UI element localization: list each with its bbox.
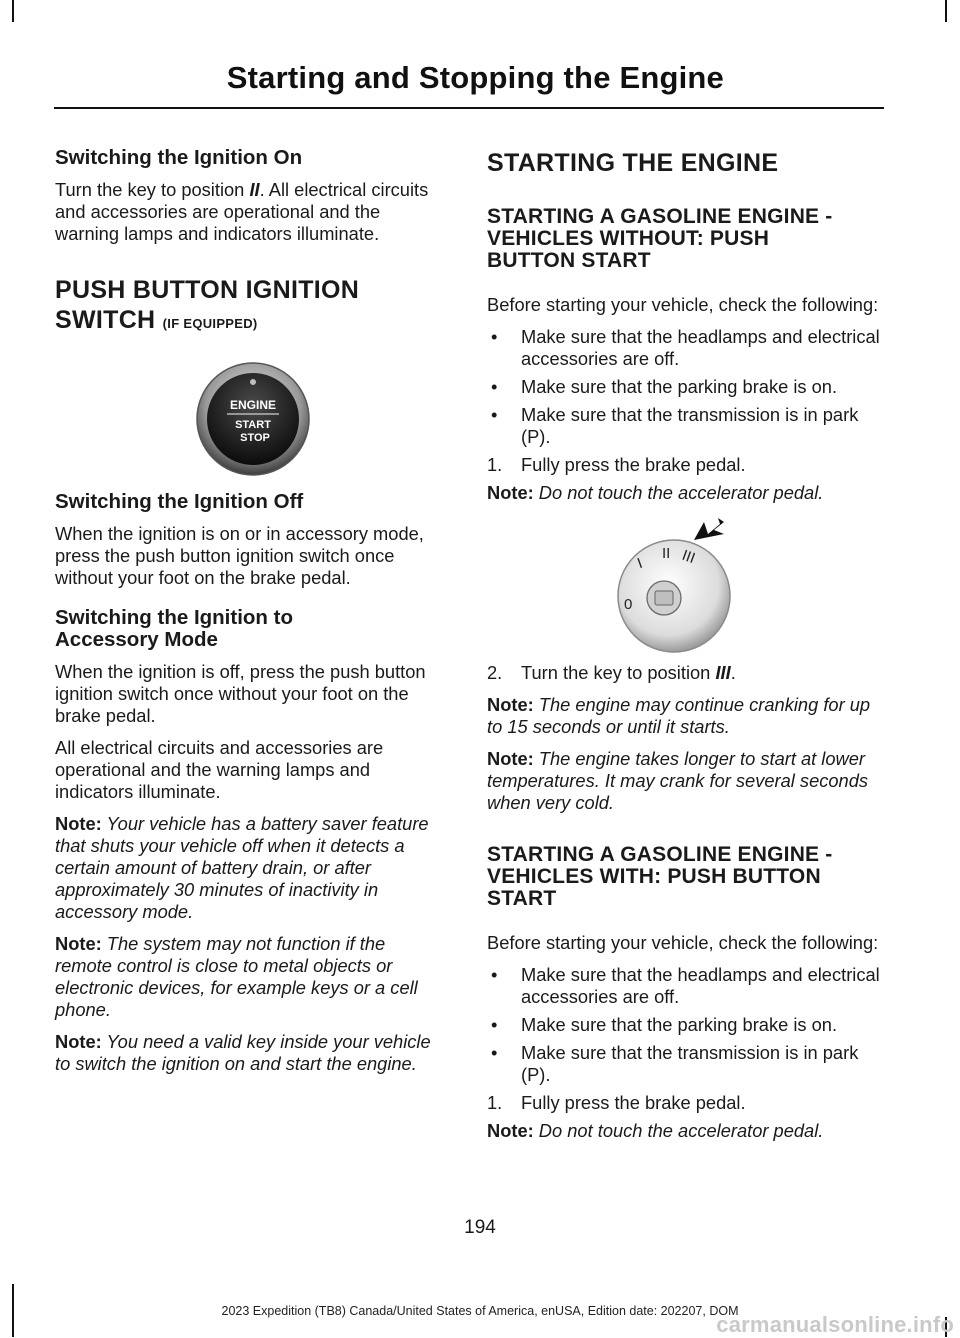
sub2-bullet: • Make sure that the parking brake is on.: [491, 1014, 838, 1035]
page-number: 194: [464, 1217, 496, 1238]
engine-start-stop-button-image: [193, 359, 313, 479]
crop-mark-top-right: [945, 0, 947, 22]
key-position-1: I: [635, 554, 645, 573]
page-title: Starting and Stopping the Engine: [226, 60, 724, 95]
step-2: 2. Turn the key to position III.: [487, 662, 736, 683]
accessory-mode-text-1: When the ignition is off, press the push button ignition switch once without your foot on the brake pedal.: [55, 661, 426, 726]
starting-engine-heading: STARTING THE ENGINE: [487, 149, 779, 177]
battery-saver-note: Note: Your vehicle has a battery saver feature that shuts your vehicle off when it detects a certain amount of battery drain, or after approximately 30 minutes of inactivity in accessory mode.: [55, 813, 429, 922]
sub1-intro: Before starting your vehicle, check the following:: [487, 294, 879, 315]
sub1-step-1: 1. Fully press the brake pedal.: [487, 454, 746, 475]
valid-key-note: Note: You need a valid key inside your vehicle to switch the ignition on and start the engine.: [55, 1031, 431, 1074]
sub1-bullet: • Make sure that the parking brake is on.: [491, 376, 838, 397]
edition-footer: 2023 Expedition (TB8) Canada/United States of America, enUSA, Edition date: 202207, DOM: [221, 1304, 739, 1318]
ignition-off-text: When the ignition is on or in accessory mode, press the push button ignition switch once without your foot on the brake pedal.: [55, 523, 424, 588]
if-equipped-label: (IF EQUIPPED): [162, 316, 258, 331]
gasoline-without-push-button-heading: STARTING A GASOLINE ENGINE - VEHICLES WITHOUT: PUSH BUTTON START: [487, 205, 833, 272]
cranking-note: Note: The engine may continue cranking for up to 15 seconds or until it starts.: [487, 694, 871, 737]
sub2-accelerator-note: Note: Do not touch the accelerator pedal.: [487, 1120, 824, 1141]
ignition-key-figure: [487, 514, 883, 662]
key-position-0: 0: [624, 596, 633, 613]
gasoline-with-push-button-heading: STARTING A GASOLINE ENGINE - VEHICLES WITH: PUSH BUTTON START: [487, 843, 833, 910]
push-button-figure: [55, 345, 447, 490]
sub1-bullet: • Make sure that the transmission is in park (P).: [491, 404, 859, 447]
sub2-bullet: • Make sure that the transmission is in park (P).: [491, 1042, 859, 1085]
sub2-step-1: 1. Fully press the brake pedal.: [487, 1092, 746, 1113]
ignition-key-cylinder-image: [602, 516, 752, 656]
ignition-on-heading: Switching the Ignition On: [55, 146, 303, 169]
arrow-icon: [694, 518, 724, 540]
sub2-bullet: • Make sure that the headlamps and electrical accessories are off.: [491, 964, 880, 1007]
stop-label: STOP: [240, 432, 270, 444]
key-position-2: II: [662, 545, 671, 562]
ignition-on-text: Turn the key to position II. All electrical circuits and accessories are operational and the warning lamps and indicators illuminate.: [55, 179, 429, 244]
left-column: [55, 146, 447, 1085]
accessory-mode-text-2: All electrical circuits and accessories are operational and the warning lamps and indicators illuminate.: [55, 737, 384, 802]
sub2-intro: Before starting your vehicle, check the following:: [487, 932, 879, 953]
key-position-3: III: [679, 546, 698, 568]
title-rule: [54, 107, 884, 109]
cold-temperature-note: Note: The engine takes longer to start at lower temperatures. It may crank for several seconds when very cold.: [487, 748, 869, 813]
start-label: START: [235, 419, 271, 431]
push-button-heading: PUSH BUTTON IGNITION SWITCH (IF EQUIPPED): [55, 276, 360, 334]
sub1-bullet: • Make sure that the headlamps and electrical accessories are off.: [491, 326, 880, 369]
remote-control-note: Note: The system may not function if the remote control is close to metal objects or electronic devices, for example keys or a cell phone.: [55, 933, 418, 1020]
sub1-accelerator-note: Note: Do not touch the accelerator pedal.: [487, 482, 824, 503]
engine-label: ENGINE: [229, 398, 277, 412]
right-column: [487, 146, 883, 1152]
crop-mark-top-left: [12, 0, 14, 22]
ignition-off-heading: Switching the Ignition Off: [55, 490, 304, 513]
accessory-mode-heading: Switching the Ignition to Accessory Mode: [55, 606, 293, 651]
watermark: carmanualsonline.info: [716, 1312, 954, 1337]
